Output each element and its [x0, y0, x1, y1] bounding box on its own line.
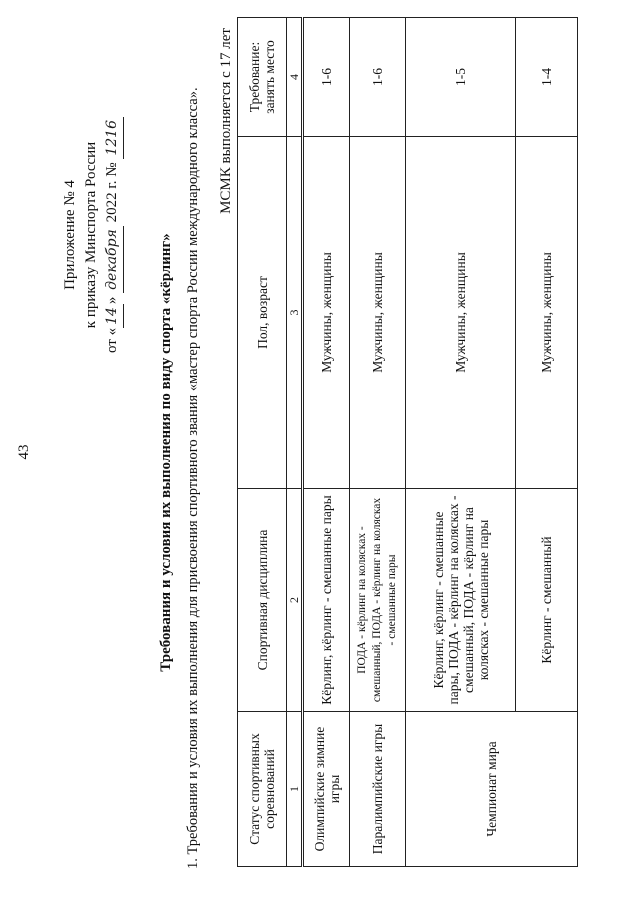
cell-gender-age: Мужчины, женщины: [406, 137, 516, 489]
cell-status: Чемпионат мира: [406, 712, 578, 867]
cell-discipline: Кёрлинг, кёрлинг - смешанные пары: [303, 489, 350, 712]
column-number: 2: [287, 489, 303, 712]
table-row: [303, 18, 350, 867]
cell-place: 1-5: [406, 18, 516, 137]
cell-status: Олимпийские зимние игры: [303, 712, 350, 867]
handwritten-month: декабря: [102, 226, 124, 293]
column-number-row: [287, 18, 303, 867]
cell-discipline: ПОДА - кёрлинг на колясках - смешанный, ПОДА - кёрлинг на колясках - смешанные пары: [350, 489, 406, 712]
appendix-date-line: [102, 65, 124, 405]
column-number: 4: [287, 18, 303, 137]
column-number: 3: [287, 137, 303, 489]
header-status: Статус спортивных соревнований: [238, 712, 287, 867]
cell-place: 1-6: [350, 18, 406, 137]
appendix-number: Приложение № 4: [62, 180, 78, 290]
date-prefix: от «: [104, 327, 120, 354]
requirements-table: [237, 17, 578, 867]
handwritten-order-number: 1216: [102, 117, 124, 159]
cell-status: Паралимпийские игры: [350, 712, 406, 867]
cell-discipline: Кёрлинг, кёрлинг - смешанные пары, ПОДА - кёрлинг на колясках - смешанный, ПОДА - кёрлинг на колясках - смешанные пары: [406, 489, 516, 712]
cell-gender-age: Мужчины, женщины: [516, 137, 578, 489]
intro-paragraph: 1. Требования и условия их выполнения для присвоения спортивного звания «мастер спорта России международного класса».: [185, 87, 201, 869]
header-place: Требование: занять место: [238, 18, 287, 137]
year-text: 2022 г. №: [104, 162, 120, 223]
table-row: [350, 18, 406, 867]
document-title: Требования и условия их выполнения по виду спорта «кёрлинг»: [158, 233, 174, 672]
table-row: [406, 18, 516, 867]
table-header-row: [238, 18, 287, 867]
mcmk-age-note: МСМК выполняется с 17 лет: [218, 28, 234, 214]
cell-place: 1-4: [516, 18, 578, 137]
page-number: 43: [16, 444, 32, 460]
date-mid: »: [104, 296, 120, 305]
cell-gender-age: Мужчины, женщины: [350, 137, 406, 489]
cell-discipline: Кёрлинг - смешанный: [516, 489, 578, 712]
cell-place: 1-6: [303, 18, 350, 137]
header-gender-age: Пол, возраст: [238, 137, 287, 489]
appendix-order-ref: к приказу Минспорта России: [83, 141, 99, 329]
cell-gender-age: Мужчины, женщины: [303, 137, 350, 489]
column-number: 1: [287, 712, 303, 867]
header-discipline: Спортивная дисциплина: [238, 489, 287, 712]
appendix-block: [60, 65, 124, 405]
handwritten-day: 14: [102, 304, 124, 328]
